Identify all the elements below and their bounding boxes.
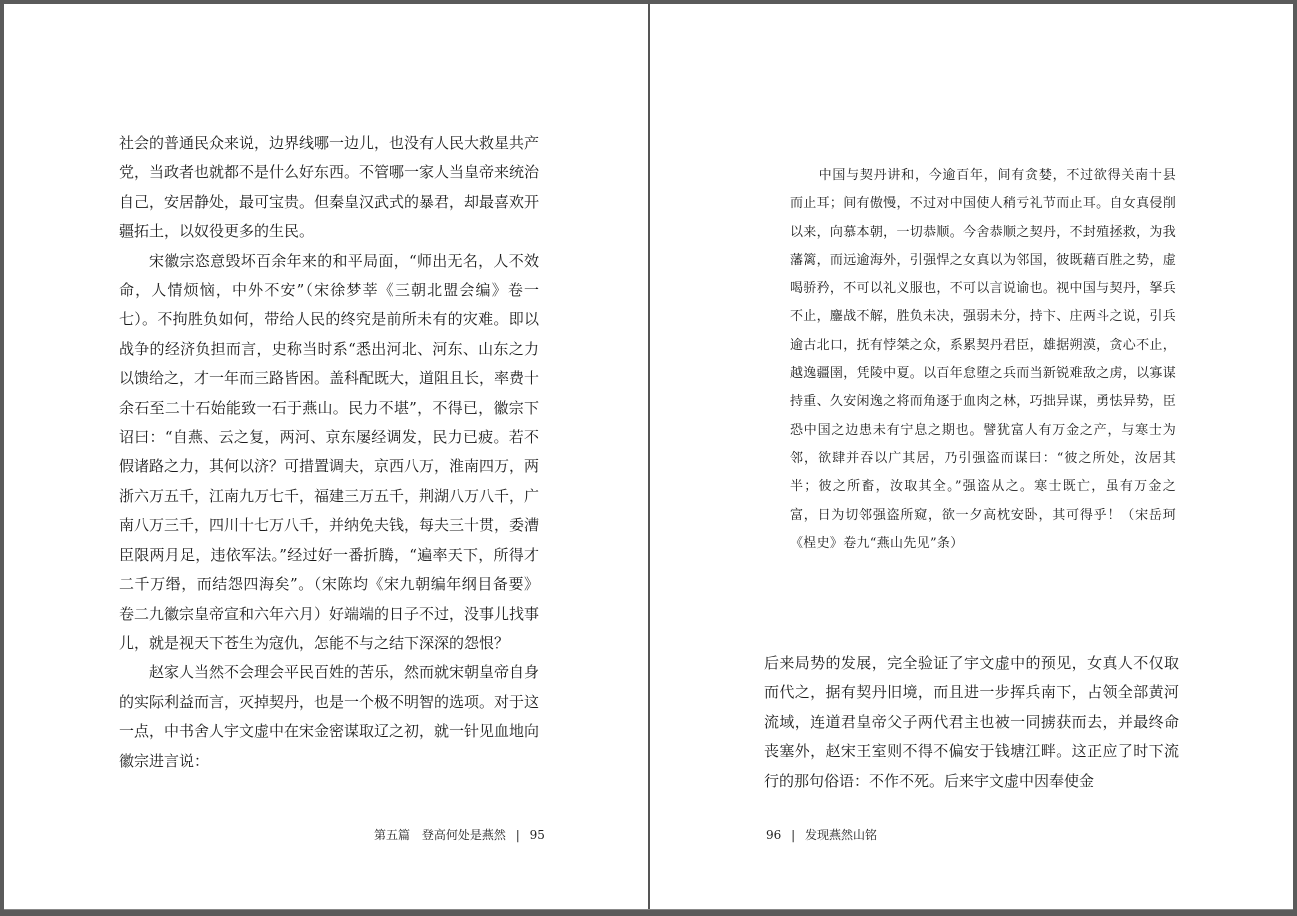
bottom-edge bbox=[4, 909, 1293, 910]
paragraph-2: 宋徽宗恣意毁坏百余年来的和平局面，“师出无名，人不效命，人情烦恼，中外不安”（宋徐梦莘《三朝北盟会编》卷一七）。不拘胜负如何，带给人民的终究是前所未有的灾难。即以战争的经济负担而言，史称当时系“悉出河北、河东、山东之力以馈给之，才一年而三路皆困。盖科配既大，道阻且长，率费十余石至二十石始能致一石于燕山。民力不堪”，不得已，徽宗下诏曰：“自燕、云之复，两河、京东屡经调发，民力已疲。若不假诸路之力，其何以济？可措置调夫，京西八万，淮南四万，两浙六万五千，江南九万七千，福建三万五千，荆湖八万八千，广南八万三千，四川十七万八千，并纳免夫钱，每夫三十贯，委漕臣限两月足，违依军法。”经过好一番折腾，“遍率天下，所得才二千万缗，而结怨四海矣”。（宋陈均《宋九朝编年纲目备要》卷二九徽宗皇帝宣和六年六月）好端端的日子不过，没事儿找事儿，就是视天下苍生为寇仇，怎能不与之结下深深的怨恨？ bbox=[119, 251, 540, 652]
footer-separator: | bbox=[515, 828, 520, 842]
left-page-footer bbox=[374, 826, 545, 843]
right-page-footer bbox=[766, 826, 877, 843]
left-page-body bbox=[119, 129, 539, 776]
page-number: 96 bbox=[766, 828, 782, 842]
footer-chapter: 第五篇 bbox=[374, 828, 411, 842]
book-spread bbox=[4, 4, 1293, 910]
right-page-body bbox=[764, 649, 1179, 796]
block-quote: 中国与契丹讲和，今逾百年，间有贪婪，不过欲得关南十县而止耳；间有傲慢，不过对中国使人稍亏礼节而止耳。自女真侵削以来，向慕本朝，一切恭顺。今舍恭顺之契丹，不封殖拯救，为我藩篱，而远逾海外，引强悍之女真以为邻国，彼既藉百胜之势，虚喝骄矜，不可以礼义服也，不可以言说谕也。视中国与契丹，拏兵不止，鏖战不解，胜负未决，强弱未分，持卞、庄两斗之说，引兵逾古北口，抚有悖桀之众，系累契丹君臣，雄据朔漠，贪心不止，越逸疆圉，凭陵中夏。以百年怠堕之兵而当新锐难敌之虏，以寡谋持重、久安闲逸之将而角逐于血肉之林，巧拙异谋，勇怯异势，臣恐中国之边患未有宁息之期也。譬犹富人有万金之产，与寒士为邻，欲肆并吞以广其居，乃引强盗而谋曰：“彼之所处，汝居其半；彼之所畜，汝取其全。”强盗从之。寒士既亡，虽有万金之富，日为切邻强盗所窥，欲一夕高枕安卧，其可得乎！（宋岳珂《桯史》卷九“燕山先见”条） bbox=[790, 168, 1176, 551]
footer-title: 发现燕然山铭 bbox=[804, 828, 877, 842]
footer-title: 登高何处是燕然 bbox=[421, 828, 506, 842]
paragraph-3: 赵家人当然不会理会平民百姓的苦乐，然而就宋朝皇帝自身的实际利益而言，灭掉契丹，也是一个极不明智的选项。对于这一点，中书舍人宇文虚中在宋金密谋取辽之初，就一针见血地向徽宗进言说： bbox=[119, 663, 540, 770]
page-number: 95 bbox=[529, 828, 545, 842]
left-page bbox=[4, 4, 648, 910]
footer-separator: | bbox=[791, 828, 796, 842]
paragraph-1: 社会的普通民众来说，边界线哪一边儿，也没有人民大救星共产党，当政者也就都不是什么好东西。不管哪一家人当皇帝来统治自己，安居静处，最可宝贵。但秦皇汉武式的暴君，却最喜欢开疆拓土，以奴役更多的生民。 bbox=[119, 134, 540, 241]
paragraph-4: 后来局势的发展，完全验证了宇文虚中的预见，女真人不仅取而代之，据有契丹旧境，而且进一步挥兵南下，占领全部黄河流域，连道君皇帝父子两代君主也被一同掳获而去，并最终命丧塞外，赵宋王室则不得不偏安于钱塘江畔。这正应了时下流行的那句俗语：不作不死。后来宇文虚中因奉使金 bbox=[764, 654, 1179, 790]
